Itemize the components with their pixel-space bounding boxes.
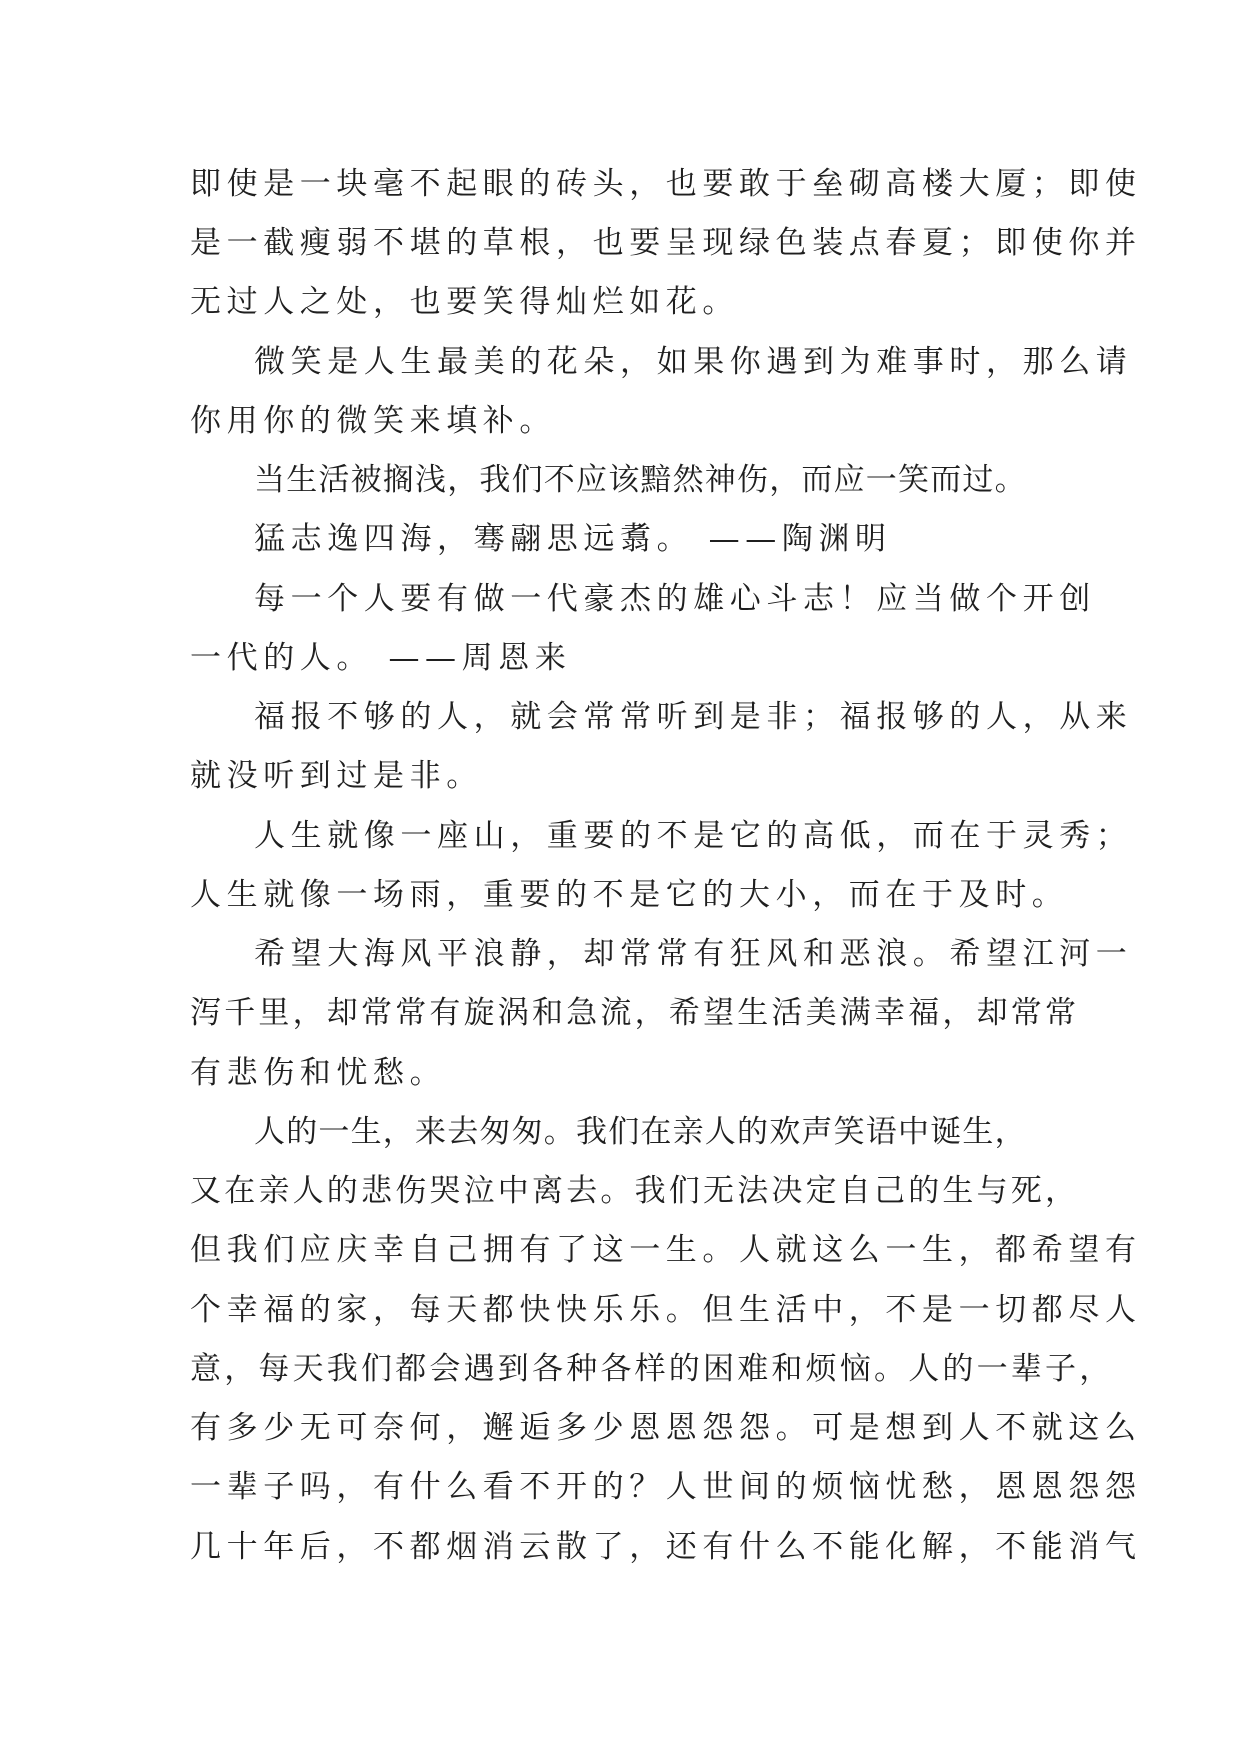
- text-line: 猛志逸四海，骞翮思远翥。 ——陶渊明: [254, 521, 892, 557]
- text-line: 是一截瘦弱不堪的草根，也要呈现绿色装点春夏；即使你并: [190, 225, 1142, 261]
- text-line: 微笑是人生最美的花朵，如果你遇到为难事时，那么请: [254, 344, 1133, 380]
- text-line: 你用你的微笑来填补。: [190, 403, 556, 439]
- text-line: 几十年后，不都烟消云散了，还有什么不能化解，不能消气: [190, 1529, 1142, 1565]
- text-line: 即使是一块毫不起眼的砖头，也要敢于垒砌高楼大厦；即使: [190, 166, 1142, 202]
- text-line: 希望大海风平浪静，却常常有狂风和恶浪。希望江河一: [254, 936, 1133, 972]
- text-line: 但我们应庆幸自己拥有了这一生。人就这么一生，都希望有: [190, 1232, 1142, 1268]
- text-line: 无过人之处，也要笑得灿烂如花。: [190, 284, 739, 320]
- text-line: 人的一生，来去匆匆。我们在亲人的欢声笑语中诞生，: [254, 1114, 1027, 1150]
- text-line: 有多少无可奈何，邂逅多少恩恩怨怨。可是想到人不就这么: [190, 1410, 1142, 1446]
- text-line: 又在亲人的悲伤哭泣中离去。我们无法决定自己的生与死，: [190, 1173, 1080, 1209]
- text-line: 当生活被搁浅，我们不应该黯然神伤，而应一笑而过。: [254, 462, 1027, 498]
- text-line: 一辈子吗，有什么看不开的？人世间的烦恼忧愁，恩恩怨怨: [190, 1469, 1142, 1505]
- text-line: 人生就像一场雨，重要的不是它的大小，而在于及时。: [190, 877, 1069, 913]
- text-line: 意，每天我们都会遇到各种各样的困难和烦恼。人的一辈子，: [190, 1351, 1114, 1387]
- text-line: 有悲伤和忧愁。: [190, 1055, 447, 1091]
- text-line: 就没听到过是非。: [190, 758, 483, 794]
- text-line: 人生就像一座山，重要的不是它的高低，而在于灵秀；: [254, 818, 1133, 854]
- text-line: 个幸福的家，每天都快快乐乐。但生活中，不是一切都尽人: [190, 1292, 1142, 1328]
- text-line: 福报不够的人，就会常常听到是非；福报够的人，从来: [254, 699, 1133, 735]
- text-line: 每一个人要有做一代豪杰的雄心斗志！应当做个开创: [254, 581, 1096, 617]
- text-line: 一代的人。 ——周恩来: [190, 640, 572, 676]
- text-line: 泻千里，却常常有旋涡和急流，希望生活美满幸福，却常常: [190, 995, 1080, 1031]
